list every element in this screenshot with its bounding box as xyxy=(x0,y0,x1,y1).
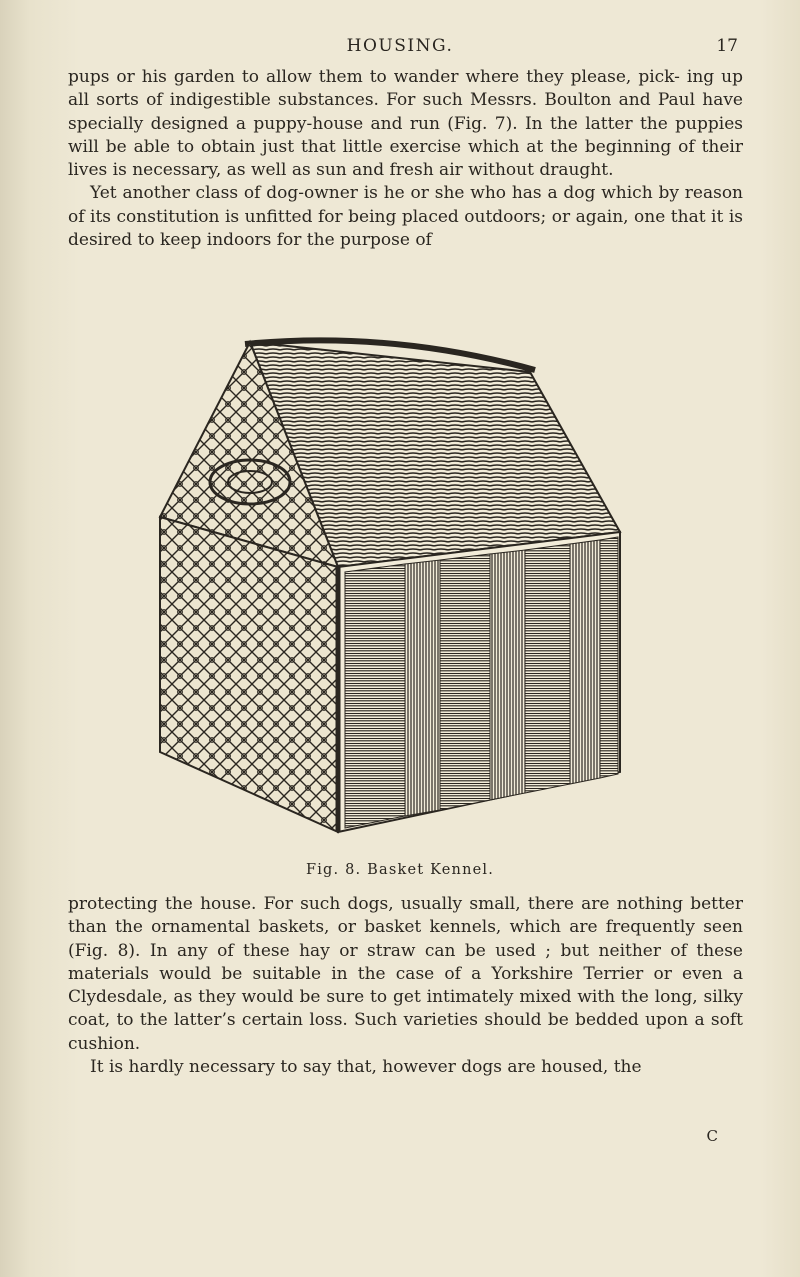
basket-kennel-illustration xyxy=(140,332,680,857)
paragraph-1: pups or his garden to allow them to wander where they please, pick- ing up all sorts of indigestible substances. For such Messrs. Boulton and Paul have specially designed a puppy-house and run (Fig. 7). In the latter the puppies will be able to obtain just that little exercise which at the beginning of their lives is necessary, as well as sun and fresh air without draught. xyxy=(68,67,743,181)
front-wall xyxy=(160,517,338,832)
paragraph-2: Yet another class of dog-owner is he or she who has a dog which by reason of its constitution is unfitted for being placed outdoors; or again, one that it is desired to keep indoors for the purpose of xyxy=(68,183,743,251)
page-header xyxy=(0,34,800,58)
paragraph-3: protecting the house. For such dogs, usually small, there are nothing better than the ornamental baskets, or basket kennels, which are frequently seen (Fig. 8). In any of these hay or straw can be used ; but neither of these materials would be suitable in the case of a Yorkshire Terrier or even a Clydesdale, as they would be sure to get intimately mixed with the long, silky coat, to the latter’s certain loss. Such varieties should be bedded upon a soft cushion. xyxy=(68,894,743,1054)
basket-kennel-drawing xyxy=(140,332,680,857)
paragraph-4: It is hardly necessary to say that, however dogs are housed, the xyxy=(90,1057,642,1078)
page-number: 17 xyxy=(716,36,738,56)
figure-caption: Fig. 8. Basket Kennel. xyxy=(305,862,495,878)
running-head: HOUSING. xyxy=(346,36,454,56)
signature-mark: C xyxy=(706,1127,718,1145)
side-wall-panels xyxy=(345,537,618,828)
body-text-top xyxy=(68,66,743,252)
body-text-bottom xyxy=(68,893,743,1079)
